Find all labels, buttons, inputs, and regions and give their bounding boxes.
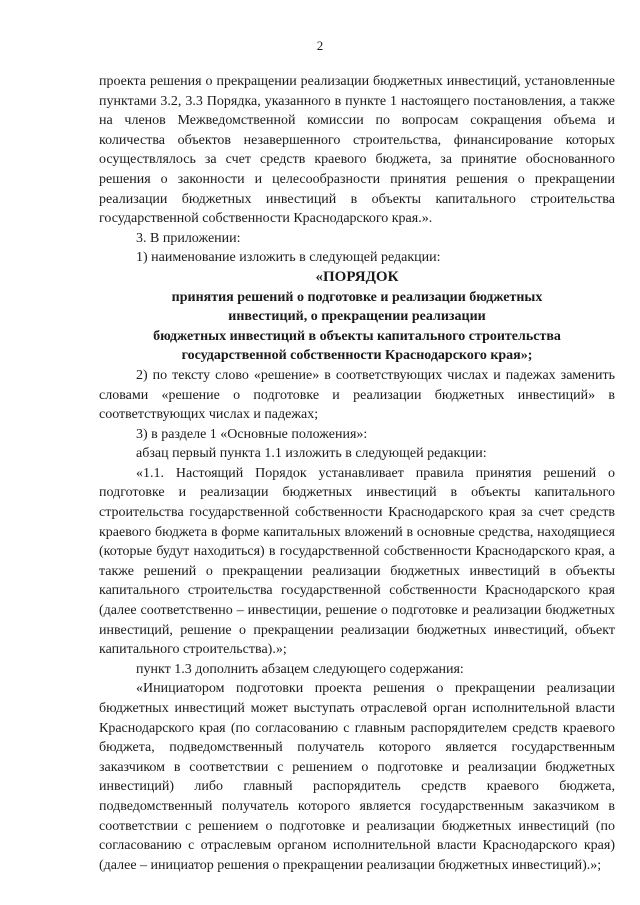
document-body <box>99 72 615 875</box>
paragraph-item-2: 2) по тексту слово «решение» в соответствующих числах и падежах заменить словами «решение о подготовке и реализации бюджетных инвестиций» в соответствующих числах и падежах; <box>99 367 615 423</box>
paragraph-clause-1-1: «1.1. Настоящий Порядок устанавливает правила принятия решений о подготовке и реализации бюджетных инвестиций в объекты капитального строительства государственной собственности Краснодарского края за счет средств краевого бюджета в форме капитальных вложений в основные средства, находящиеся (которые будут находиться) в государственной собственности Краснодарского края, а также решений о прекращении реализации бюджетных инвестиций в объекты капитального строительства государственной собственности Краснодарского края (далее соответственно – инвестиции, решение о подготовке и реализации бюджетных инвестиций, решение о прекращении реализации бюджетных инвестиций, объект капитального строительства).»; <box>99 465 615 658</box>
paragraph-appendix-heading: 3. В приложении: <box>136 230 241 246</box>
procedure-title-line-1: «ПОРЯДОК <box>315 268 399 285</box>
procedure-title <box>99 268 615 366</box>
procedure-title-line-4: бюджетных инвестиций в объекты капитального строительства <box>153 328 561 344</box>
paragraph-clause-1-1-intro: абзац первый пункта 1.1 изложить в следующей редакции: <box>136 446 487 462</box>
paragraph-clause-1-3-intro: пункт 1.3 дополнить абзацем следующего содержания: <box>136 661 464 677</box>
paragraph-continuation: проекта решения о прекращении реализации бюджетных инвестиций, установленные пунктами 3.2, 3.3 Порядка, указанного в пункте 1 настоящего постановления, а также на членов Межведомственной комиссии по вопросам сокращения объема и количества объектов незавершенного строительства, финансирование которых осуществлялось за счет средств краевого бюджета, за принятие обоснованного решения о законности и целесообразности принятия решения о прекращении реализации бюджетных инвестиций в объекты капитального строительства государственной собственности Краснодарского края.». <box>99 74 615 227</box>
page-number: 2 <box>316 38 324 53</box>
procedure-title-line-3: инвестиций, о прекращении реализации <box>228 309 486 325</box>
procedure-title-line-5: государственной собственности Краснодарского края»; <box>181 348 533 364</box>
paragraph-clause-1-3: «Инициатором подготовки проекта решения о прекращении реализации бюджетных инвестиций может выступать отраслевой орган исполнительной власти Краснодарского края (по согласованию с главным распорядителем средств краевого бюджета, подведомственный получатель которого является государственным заказчиком в соответствии с решением о подготовке и реализации бюджетных инвестиций) либо главный распорядитель средств краевого бюджета, подведомственный получатель которого является государственным заказчиком в соответствии с решением о подготовке и реализации бюджетных инвестиций (по согласованию с отраслевым органом исполнительной власти Краснодарского края) (далее – инициатор решения о прекращении реализации бюджетных инвестиций).»; <box>99 681 615 873</box>
procedure-title-line-2: принятия решений о подготовке и реализации бюджетных <box>171 289 543 305</box>
paragraph-item-1: 1) наименование изложить в следующей редакции: <box>136 250 441 266</box>
paragraph-item-3: 3) в разделе 1 «Основные положения»: <box>136 426 368 442</box>
